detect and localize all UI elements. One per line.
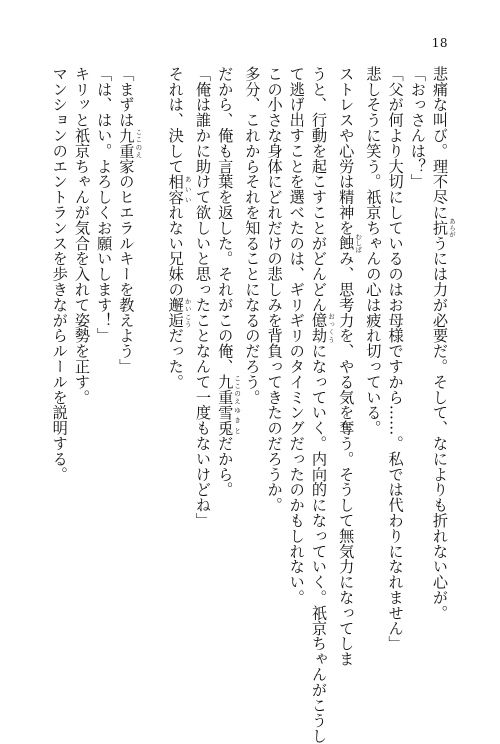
text-line: それは、決して相容 あいいれない兄妹の邂逅 かいこうだった。 [166,66,192,390]
furigana-ruby: 邂逅 かいこう [166,297,192,328]
text-line: 「は、はい。よろしくお願いします！」 [95,66,114,344]
text-line: 悲痛な叫び。理不尽に抗 あらがうには力が必要だ。そして、なによりも折れない心が。 [431,66,456,621]
furigana-ruby: 九重 ここのえ [117,127,143,159]
text-line: 「俺は誰かに助けて欲しいと思ったことなんて一度もないけどね」 [193,66,212,528]
text-line: だから、俺も言葉を返した。それがこの俺、九重 ここのえ雪兎 ゆきとだから。 [216,66,242,498]
furigana-ruby: 雪兎 ゆきと [216,404,242,436]
text-line: 「まずは九重 ここのえ家のヒエラルキーを教えよう」 [117,66,143,375]
page-number: 18 [431,36,448,50]
furigana-ruby: 抗 あらが [431,217,456,238]
section-break [142,66,164,676]
text-line: マンションのエントランスを歩きながらルールを説明する。 [50,66,69,482]
text-line: 悲しそうに笑う。祇京ちゃんの心は疲れ切っている。 [364,66,383,436]
furigana-ruby: 億劫 おっくう [309,312,335,344]
text-line: キリッと祇京ちゃんが気合を入れて姿勢を正す。 [72,66,91,405]
text-line: うと、行動を起こすことがどんどん億劫 おっくうになっていく。内向的になっていく。祇京ちゃんがこうし [309,66,335,744]
furigana-ruby: 蝕 むしば [337,233,363,253]
text-line: 多分、これからそれを知ることになるのだろう。 [243,66,262,405]
text-line: 「おっさんは？」 [408,66,427,190]
text-line: この小さな身体にどれだけの悲しみを背負ってきたのだろうか。 [265,66,284,513]
text-line: ストレスや心労は精神を蝕 むしばみ、思考力を、やる気を奪う。そうして無気力になってしま [337,66,363,667]
furigana-ruby: 九重 ここのえ [216,374,242,405]
text-line: 「父が何より大切にしているのはお母様ですから……。私では代わりになれません」 [386,66,405,652]
vertical-text-body [36,66,456,744]
furigana-ruby: 相容 あいい [166,173,192,205]
text-line: て逃げ出すことを選べたのは、ギリギリのタイミングだったのかもしれない。 [287,66,306,605]
